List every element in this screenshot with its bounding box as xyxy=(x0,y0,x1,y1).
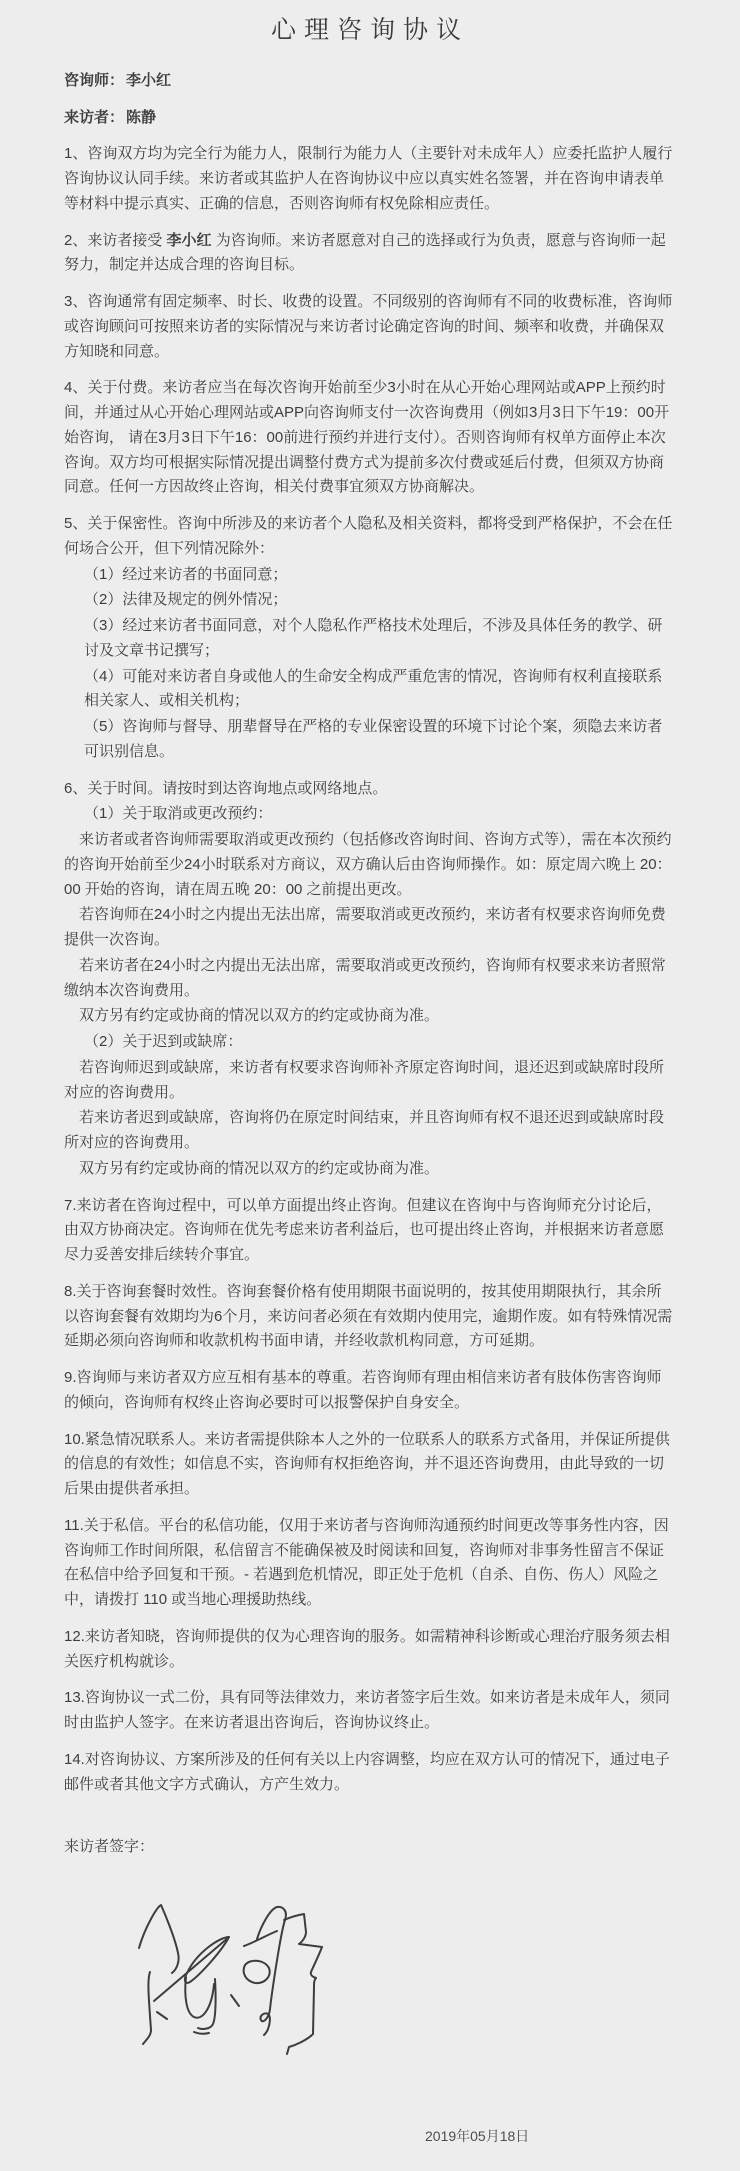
signature-stroke xyxy=(244,1931,277,1946)
paragraph-text: 7.来访者在咨询过程中，可以单方面提出终止咨询。但建议在咨询中与咨询师充分讨论后，由双方协商决定。咨询师在优先考虑来访者利益后，也可提出终止咨询，并根据来访者意愿尽力妥善安排后续转介事宜。 xyxy=(64,1196,665,1263)
paragraph-text: 14.对咨询协议、方案所涉及的任何有关以上内容调整，均应在双方认可的情况下，通过电子邮件或者其他文字方式确认，方产生效力。 xyxy=(64,1750,670,1793)
paragraph-text: （4）可能对来访者自身或他人的生命安全构成严重危害的情况，咨询师有权利直接联系相关家人、或相关机构； xyxy=(84,667,663,710)
agreement-paragraph xyxy=(64,290,676,364)
agreement-paragraph xyxy=(64,1030,676,1055)
agreement-paragraph xyxy=(64,1004,676,1029)
paragraph-text: 1、咨询双方均为完全行为能力人，限制行为能力人（主要针对未成年人）应委托监护人履行咨询协议认同手续。来访者或其监护人在咨询协议中应以真实姓名签署，并在咨询申请表单等材料中提示真实、正确的信息，否则咨询师有权免除相应责任。 xyxy=(64,145,673,212)
signature-stroke xyxy=(231,1995,239,2006)
paragraph-text: 13.咨询协议一式二份，具有同等法律效力，来访者签字后生效。如来访者是未成年人，须同时由监护人签字。在来访者退出咨询后，咨询协议终止。 xyxy=(64,1689,670,1731)
paragraph-text: 6、关于时间。请按时到达咨询地点或网络地点。 xyxy=(64,779,388,797)
paragraph-text: 12.来访者知晓，咨询师提供的仅为心理咨询的服务。如需精神科诊断或心理治疗服务须去相关医疗机构就诊。 xyxy=(64,1627,670,1670)
agreement-paragraph xyxy=(64,1056,676,1106)
paragraph-text: 若咨询师迟到或缺席，来访者有权要求咨询师补齐原定咨询时间，退还迟到或缺席时段所对应的咨询费用。 xyxy=(64,1058,665,1101)
signature-stroke xyxy=(154,1937,229,2001)
paragraph-text: 为咨询师。来访者愿意对自己的选择或行为负责，愿意与咨询师一起努力，制定并达成合理的咨询目标。 xyxy=(64,231,666,274)
counselor-row xyxy=(64,69,676,94)
counselor-name: 李小红 xyxy=(126,71,172,89)
agreement-paragraph xyxy=(64,954,676,1004)
agreement-paragraph xyxy=(64,665,676,715)
agreement-paragraph xyxy=(64,1748,676,1798)
paragraph-text: 9.咨询师与来访者双方应互相有基本的尊重。若咨询师有理由相信来访者有肢体伤害咨询师的倾向，咨询师有权终止咨询必要时可以报警保护自身安全。 xyxy=(64,1369,662,1411)
agreement-paragraph xyxy=(64,1194,676,1268)
agreement-paragraph xyxy=(64,229,676,279)
agreement-paragraph xyxy=(64,1366,676,1416)
visitor-name: 陈静 xyxy=(126,108,157,126)
paragraph-text: （1）经过来访者的书面同意； xyxy=(84,565,288,583)
signature-image xyxy=(100,1876,350,2091)
paragraph-text: （1）关于取消或更改预约： xyxy=(84,805,273,823)
signature-stroke xyxy=(157,2012,167,2019)
signature-stroke xyxy=(143,1972,151,2044)
agreement-paragraph xyxy=(64,376,676,500)
agreement-paragraph xyxy=(64,614,676,664)
paragraph-text: 若来访者在24小时之内提出无法出席，需要取消或更改预约，咨询师有权要求来访者照常缴纳本次咨询费用。 xyxy=(64,956,666,999)
agreement-paragraph xyxy=(64,1106,676,1156)
agreement-paragraph xyxy=(64,1514,676,1613)
agreement-paragraph xyxy=(64,142,676,216)
paragraph-text: 若来访者迟到或缺席，咨询将仍在原定时间结束，并且咨询师有权不退还迟到或缺席时段所对应的咨询费用。 xyxy=(64,1109,665,1151)
paragraph-text: 3、咨询通常有固定频率、时长、收费的设置。不同级别的咨询师有不同的收费标准，咨询师或咨询顾问可按照来访者的实际情况与来访者讨论确定咨询的时间、频率和收费，并确保双方知晓和同意。 xyxy=(64,293,673,360)
paragraph-text: 10.紧急情况联系人。来访者需提供除本人之外的一位联系人的联系方式备用，并保证所提供的信息的有效性；如信息不实，咨询师有权拒绝咨询，并不退还咨询费用，由此导致的一切后果由提供者承担。 xyxy=(64,1430,670,1497)
page-title: 心理咨询协议 xyxy=(270,16,469,44)
counselor-label: 咨询师： xyxy=(64,71,125,89)
paragraph-text: 11.关于私信。平台的私信功能，仅用于来访者与咨询师沟通预约时间更改等事务性内容，因咨询师工作时间所限，私信留言不能确保被及时阅读和回复，咨询师对非事务性留言不保证在私信中给予回复和干预。- 若遇到危机情况，即正处于危机（自杀、自伤、伤人）风险之中，请拨打 110 或当地心理援助热线。 xyxy=(64,1516,669,1608)
agreement-paragraph xyxy=(64,777,676,802)
agreement-paragraph xyxy=(64,512,676,562)
visitor-label: 来访者： xyxy=(64,108,125,126)
agreement-paragraph xyxy=(64,1625,676,1675)
signature-stroke xyxy=(257,1907,286,2035)
paragraph-text: 若咨询师在24小时之内提出无法出席，需要取消或更改预约，来访者有权要求咨询师免费提供一次咨询。 xyxy=(64,906,666,948)
signature-stroke xyxy=(244,1961,270,1983)
signature-label: 来访者签字： xyxy=(64,1838,155,1856)
paragraph-text: 5、关于保密性。咨询中所涉及的来访者个人隐私及相关资料，都将受到严格保护，不会在任何场合公开，但下列情况除外： xyxy=(64,515,673,557)
agreement-paragraph xyxy=(64,588,676,613)
paragraph-text: 8.关于咨询套餐时效性。咨询套餐价格有使用期限书面说明的，按其使用期限执行，其余所以咨询套餐有效期均为6个月，来访问者必须在有效期内使用完，逾期作废。如有特殊情况需延期必须向咨询师和收款机构书面申请，并经收款机构同意，方可延期。 xyxy=(64,1282,673,1350)
signature-stroke xyxy=(284,1914,322,2054)
agreement-paragraph xyxy=(64,828,676,902)
paragraph-text: （2）法律及规定的例外情况； xyxy=(84,591,288,609)
agreement-paragraph xyxy=(64,563,676,588)
counselor-name-inline: 李小红 xyxy=(166,231,212,249)
signature-stroke xyxy=(194,2032,209,2034)
agreement-paragraph xyxy=(64,802,676,827)
agreement-paragraph xyxy=(64,1686,676,1736)
agreement-paragraph xyxy=(64,1428,676,1502)
date-text: 2019年05月18日 xyxy=(425,2128,530,2144)
agreement-body xyxy=(64,142,676,1797)
paragraph-text: （2）关于迟到或缺席： xyxy=(84,1033,243,1050)
visitor-row xyxy=(64,106,676,131)
agreement-paragraph xyxy=(64,1280,676,1354)
agreement-paragraph xyxy=(64,903,676,953)
agreement-paragraph xyxy=(64,1157,676,1182)
paragraph-text: 双方另有约定或协商的情况以双方的约定或协商为准。 xyxy=(79,1007,440,1025)
handwritten-signature-svg xyxy=(100,1876,350,2091)
paragraph-text: （3）经过来访者书面同意，对个人隐私作严格技术处理后，不涉及具体任务的教学、研讨及文章书记撰写； xyxy=(84,617,663,659)
paragraph-text: 双方另有约定或协商的情况以双方的约定或协商为准。 xyxy=(79,1159,440,1177)
paragraph-text: 4、关于付费。来访者应当在每次咨询开始前至少3小时在从心开始心理网站或APP上预约时间，并通过从心开始心理网站或APP向咨询师支付一次咨询费用（例如3月3日下午19：00开始咨询， 请在3月3日下午16：00前进行预约并进行支付）。否则咨询师有权单方面停止本次咨询。双方均可根据实际情况提出调整付费方式为提前多次付费或延后付费，但须双方协商同意。任何一方因故终止咨询，相关付费事宜须双方协商解决。 xyxy=(64,379,670,496)
signature-stroke xyxy=(139,1905,179,1973)
paragraph-text: （5）咨询师与督导、朋辈督导在严格的专业保密设置的环境下讨论个案，须隐去来访者可识别信息。 xyxy=(84,718,663,760)
paragraph-text: 2、来访者接受 xyxy=(64,231,167,249)
agreement-paragraph xyxy=(64,715,676,765)
paragraph-text: 来访者或者咨询师需要取消或更改预约（包括修改咨询时间、咨询方式等），需在本次预约的咨询开始前至少24小时联系对方商议，双方确认后由咨询师操作。如：原定周六晚上 20：00 开始的咨询，请在周五晚 20：00 之前提出更改。 xyxy=(64,831,672,898)
